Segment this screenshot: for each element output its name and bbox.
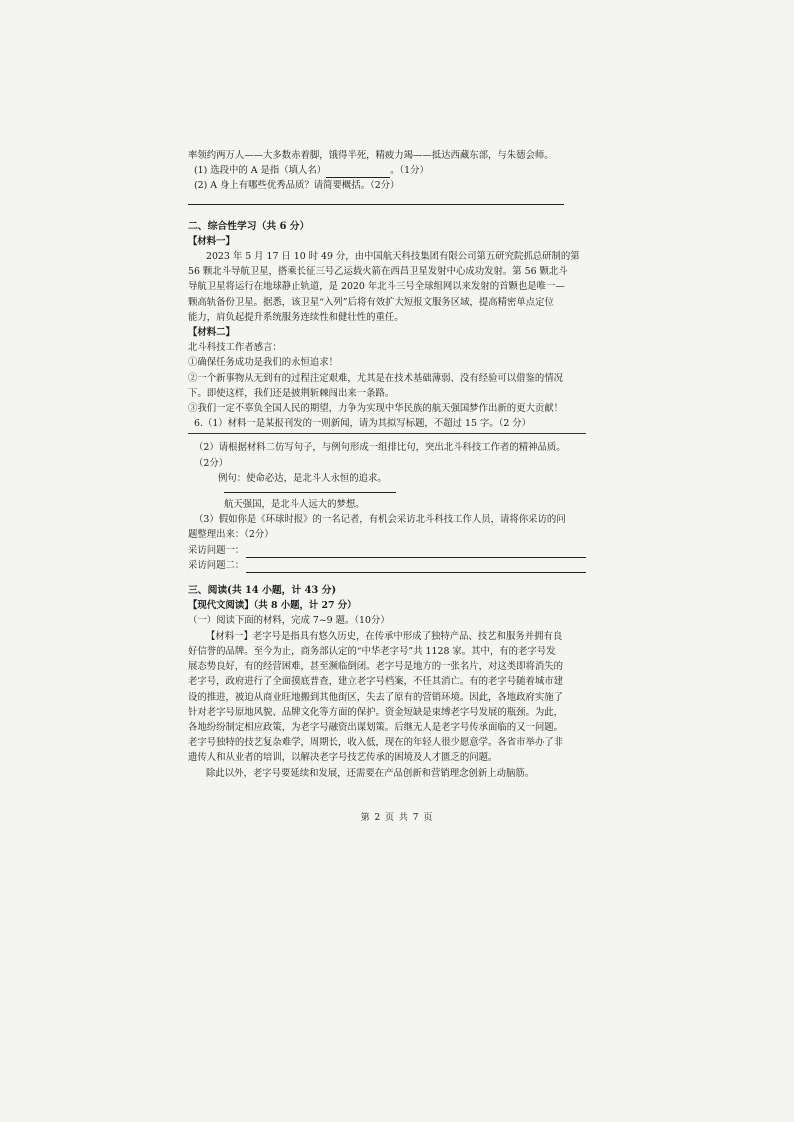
answer-line-q6-2[interactable] [224,492,396,493]
reading-paragraph-line: 遗传人和从业者的培训，以解决老字号技艺传承的困境及人才匮乏的问题。 [188,752,498,764]
question-1-suffix: 。（1分） [390,165,429,177]
material-1-line: 导航卫星将运行在地球静止轨道，是 2020 年北斗三号全球组网以来发射的首颗也是唯一— [188,281,565,293]
interview-question-2-blank[interactable] [246,560,586,573]
answer-line-q2[interactable] [188,204,564,205]
section-2-heading: 二、综合性学习（共 6 分） [188,220,310,232]
section-3-heading: 三、阅读(共 14 小题，计 43 分) [188,585,337,597]
material-2-line: ③我们一定不辜负全国人民的期望，力争为实现中华民族的航天强国梦作出新的更大贡献！ [188,403,564,415]
material-1-line: 颗高轨备份卫星。据悉，该卫星“入列”后将有效扩大短报文服务区域，提高精密单点定位 [188,296,554,308]
interview-question-2 [188,558,586,573]
material-1-line: 能力，肩负起提升系统服务连续性和健壮性的重任。 [188,311,404,323]
material-2-label: 【材料二】 [188,327,235,339]
material-2-line: ①确保任务成功是我们的永恒追求！ [188,357,339,369]
question-6-2: （2）请根据材料二仿写句子，与例句形成一组排比句，突出北斗科技工作者的精神品质。 [194,442,566,454]
question-6-1: 6.（1）材料一是某报刊发的一则新闻，请为其拟写标题，不超过 15 字。（2 分） [194,418,532,430]
example-sentence-tail: 航天强国，是北斗人远大的梦想。 [224,499,365,511]
material-2-line: 北斗科技工作者感言： [188,342,282,354]
modern-reading-heading: 【现代文阅读】（共 8 小题，计 27 分） [188,600,357,612]
question-1 [188,163,586,178]
passage-tail-line: 率领约两万人——大多数赤着脚，饿得半死，精疲力竭——抵达西藏东部，与朱德会师。 [188,150,554,161]
reading-paragraph-line: 好信誉的品牌。至今为止，商务部认定的“中华老字号”共 1128 家。其中，有的老字号发 [188,645,556,657]
material-1-line: 2023 年 5 月 17 日 10 时 49 分，由中国航天科技集团有限公司第五研究院抓总研制的第 [206,251,580,263]
question-1-blank[interactable] [326,166,390,178]
reading-paragraph-line: 展态势良好，有的经营困难，甚至濒临倒闭。老字号是地方的一张名片，对这类即将消失的 [188,661,564,673]
reading-paragraph-line: 老字号，政府进行了全面摸底普查，建立老字号档案，不任其消亡。有的老字号随着城市建 [188,676,564,688]
interview-question-1-label: 采访问题一： [188,544,245,556]
interview-question-1-blank[interactable] [246,545,586,558]
question-2: (2) A 身上有哪些优秀品质？请简要概括。（2分） [194,180,400,192]
interview-question-2-label: 采访问题二： [188,559,245,571]
material-2-line: 下。即使这样，我们还是披荆斩棘闯出来一条路。 [188,387,395,399]
reading-part-1-instructions: （一）阅读下面的材料，完成 7~9 题。（10分） [188,615,390,627]
page-footer: 第 2 页 共 7 页 [360,813,434,823]
question-1-prefix: (1) 选段中的 A 是指（填人名） [194,165,327,177]
material-2-line: ②一个新事物从无到有的过程注定艰难，尤其是在技术基础薄弱、没有经验可以借鉴的情况 [188,372,564,384]
reading-paragraph-line: 【材料一】老字号是指具有悠久历史，在传承中形成了独特产品、技艺和服务并拥有良 [206,630,563,642]
reading-paragraph-line: 各地纷纷制定相应政策，为老字号融资出谋划策。后继无人是老字号传承面临的又一问题。 [188,721,564,733]
interview-question-1 [188,543,586,558]
question-6-2-points: （2分） [194,457,229,469]
example-sentence: 例句：使命必达，是北斗人永恒的追求。 [218,472,387,484]
reading-paragraph-line: 针对老字号原地风貌、品牌文化等方面的保护。资金短缺是束缚老字号发展的瓶颈。为此， [188,706,564,718]
reading-paragraph-2: 除此以外，老字号要延续和发展，还需要在产品创新和营销理念创新上动脑筋。 [206,767,535,779]
reading-paragraph-line: 老字号独特的技艺复杂难学，周期长，收入低，现在的年轻人很少愿意学。各省市举办了非 [188,737,564,749]
material-1-line: 56 颗北斗导航卫星，搭乘长征三号乙运载火箭在西昌卫星发射中心成功发射。第 56 颗北斗 [188,266,568,278]
reading-paragraph-line: 设的推进，被迫从商业旺地搬到其他街区，失去了原有的营销环境。因此，各地政府实施了 [188,691,564,703]
exam-page [188,148,586,781]
question-6-3-cont: 题整理出来：（2分） [188,529,274,541]
material-1-label: 【材料一】 [188,235,235,247]
answer-line-q6-1[interactable] [188,433,586,434]
question-6-3: （3）假如你是《环球时报》的一名记者，有机会采访北斗科技工作人员，请将你采访的问 [194,514,566,526]
